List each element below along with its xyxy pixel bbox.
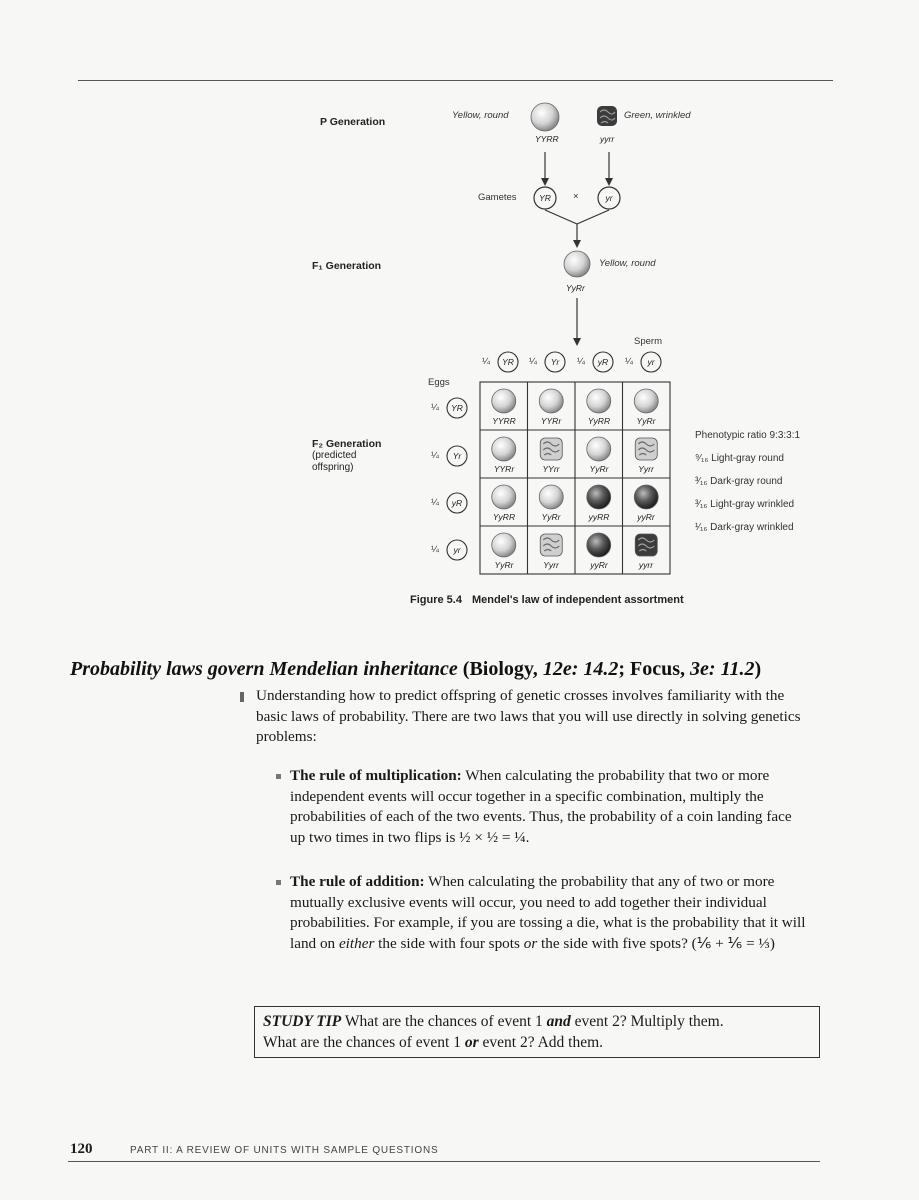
sperm-label: Sperm <box>634 336 662 347</box>
ratio-line-2: ³⁄₁₆ Dark-gray round <box>695 476 783 487</box>
rule1-text: When calculating the probability that two or more independent events will occur together in a specific combination, multiply the probabilities of each of the two events. Thus, the probability of a coin landing face up two times in two flips is ½ × ½ = ¼. <box>290 767 792 846</box>
ratio-line-4: ¹⁄₁₆ Dark-gray wrinkled <box>695 522 794 533</box>
f1-pea <box>564 251 590 277</box>
study-tip-line-1 <box>263 1011 811 1032</box>
bottom-rule <box>68 1161 820 1162</box>
egg-fraction-4: ¼ <box>431 544 439 555</box>
pea-light-wrinkled-3-1 <box>540 534 562 556</box>
study-tip-or: or <box>464 1034 479 1051</box>
punnett-cell-0-0: YYRR <box>492 416 516 426</box>
study-tip-line-2 <box>263 1032 811 1053</box>
study-tip-text-1b: event 2? Multiply them. <box>570 1013 724 1030</box>
rule-multiplication <box>290 766 810 848</box>
heading-ref-focus-edition: 3e: 11.2 <box>690 658 755 680</box>
punnett-cell-1-2: YyRr <box>589 464 609 474</box>
punnett-cell-0-1: YYRr <box>540 416 562 426</box>
running-head: PART II: A REVIEW OF UNITS WITH SAMPLE QUESTIONS <box>130 1145 439 1156</box>
pea-light-round-0-0 <box>492 389 516 413</box>
rule2-bullet <box>276 880 281 885</box>
punnett-cell-0-3: YyRr <box>636 416 656 426</box>
parent2-pea <box>597 106 617 126</box>
punnett-cell-2-2: yyRR <box>588 512 610 522</box>
rule2-text-b: the side with four spots <box>374 934 524 952</box>
sperm-gamete-3: yR <box>597 357 609 367</box>
parent1-phenotype: Yellow, round <box>452 110 509 121</box>
f1-genotype: YyRr <box>566 283 585 293</box>
egg-gamete-2: Yr <box>452 451 462 461</box>
pea-light-round-2-1 <box>539 485 563 509</box>
p-generation-label: P Generation <box>320 116 386 128</box>
f2-generation-label: F₂ Generation <box>312 438 382 450</box>
sperm-fraction-3: ¼ <box>577 356 585 367</box>
sperm-fraction-2: ¼ <box>529 356 537 367</box>
figure-number: Figure 5.4 <box>410 594 462 606</box>
punnett-cell-0-2: YyRR <box>587 416 611 426</box>
figure-title: Mendel's law of independent assortment <box>471 594 684 606</box>
heading-ref-focus: ; Focus, <box>618 658 691 680</box>
gametes-label: Gametes <box>478 192 517 203</box>
f2-generation-block <box>312 438 381 474</box>
heading-ref-biology-edition: 12e: 14.2 <box>542 658 619 680</box>
pea-light-round-3-0 <box>492 533 516 557</box>
punnett-cell-1-0: YYRr <box>493 464 515 474</box>
study-tip-and: and <box>546 1013 571 1030</box>
punnett-cell-3-0: YyRr <box>494 560 514 570</box>
pea-dark-round-3-2 <box>587 533 611 557</box>
punnett-cell-2-1: YyRr <box>541 512 561 522</box>
rule-addition <box>290 872 810 954</box>
rule2-text-c: the side with five spots? (⅙ + ⅙ = ⅓) <box>537 934 775 952</box>
f2-generation-sub1: (predicted <box>312 450 357 461</box>
rule2-either: either <box>338 934 375 952</box>
punnett-cell-2-3: yyRr <box>637 512 655 522</box>
parent2-phenotype: Green, wrinkled <box>624 110 691 121</box>
study-tip-box <box>254 1006 820 1058</box>
punnett-cell-3-3: yyrr <box>638 560 654 570</box>
ratio-line-3: ³⁄₁₆ Light-gray wrinkled <box>695 499 795 510</box>
egg-fraction-3: ¼ <box>431 497 439 508</box>
egg-gametes <box>447 398 467 560</box>
pea-light-round-0-3 <box>634 389 658 413</box>
sperm-gamete-1: YR <box>502 357 514 367</box>
parent1-pea <box>531 103 559 131</box>
rule1-bullet <box>276 774 281 779</box>
sperm-fraction-1: ¼ <box>482 356 490 367</box>
figure-caption <box>410 594 684 606</box>
eggs-label: Eggs <box>428 377 450 388</box>
rule2-title: The rule of addition: <box>290 873 425 890</box>
punnett-cell-3-1: Yyrr <box>543 560 559 570</box>
ratio-line-1: ⁹⁄₁₆ Light-gray round <box>695 453 784 464</box>
f2-generation-sub2: offspring) <box>312 462 354 473</box>
parent2-genotype: yyrr <box>600 134 615 144</box>
gamete1-text: YR <box>539 193 551 203</box>
rule2-or: or <box>523 934 538 952</box>
study-tip-text-2b: event 2? Add them. <box>478 1034 604 1051</box>
pea-dark-wrinkled-3-3 <box>635 534 657 556</box>
gamete2-text: yr <box>605 193 613 203</box>
f1-phenotype: Yellow, round <box>599 258 656 269</box>
study-tip-label: STUDY TIP <box>263 1013 342 1030</box>
page-number: 120 <box>70 1141 93 1157</box>
pea-light-round-1-2 <box>587 437 611 461</box>
egg-gamete-3: yR <box>451 498 463 508</box>
pea-dark-round-2-3 <box>634 485 658 509</box>
pea-light-wrinkled-1-3 <box>635 438 657 460</box>
paragraph-bullet <box>240 692 244 702</box>
pea-dark-round-2-2 <box>587 485 611 509</box>
punnett-cell-2-0: YyRR <box>492 512 516 522</box>
sperm-gamete-4: yr <box>647 357 655 367</box>
egg-fraction-1: ¼ <box>431 402 439 413</box>
rule1-title: The rule of multiplication: <box>290 767 462 784</box>
punnett-cell-1-1: YYrr <box>542 464 560 474</box>
ratio-title: Phenotypic ratio 9:3:3:1 <box>695 430 801 441</box>
study-tip-text-1a: What are the chances of event 1 <box>341 1013 547 1030</box>
egg-fraction-2: ¼ <box>431 450 439 461</box>
egg-gamete-4: yr <box>453 545 461 555</box>
heading-ref-close: ) <box>754 658 762 680</box>
study-tip-text-2a: What are the chances of event 1 <box>263 1034 465 1051</box>
intro-paragraph: Understanding how to predict offspring of genetic crosses involves familiarity with the basic laws of probability. There are two laws that you will use directly in solving genetics problems: <box>256 687 801 745</box>
pea-light-round-0-2 <box>587 389 611 413</box>
cross-symbol: × <box>573 191 579 202</box>
section-heading <box>70 658 761 681</box>
punnett-cell-1-3: Yyrr <box>638 464 654 474</box>
phenotypic-ratio-legend <box>695 424 800 539</box>
pea-light-round-1-0 <box>492 437 516 461</box>
heading-ref-biology: (Biology, <box>457 658 543 680</box>
pea-light-wrinkled-1-1 <box>540 438 562 460</box>
sperm-gamete-2: Yr <box>550 357 560 367</box>
rule2-text-a: When calculating the probability that any of two or more mutually exclusive events will occur, you need to add together their individual probabilities. For example, if you are tossing a die, what is the probability that it will land on <box>290 873 806 952</box>
egg-gamete-1: YR <box>451 403 463 413</box>
pea-light-round-0-1 <box>539 389 563 413</box>
pea-light-round-2-0 <box>492 485 516 509</box>
f1-generation-label: F₁ Generation <box>312 260 382 272</box>
heading-main: Probability laws govern Mendelian inheritance <box>70 658 458 680</box>
parent1-genotype: YYRR <box>535 134 559 144</box>
punnett-cell-3-2: yyRr <box>590 560 608 570</box>
sperm-fraction-4: ¼ <box>625 356 633 367</box>
